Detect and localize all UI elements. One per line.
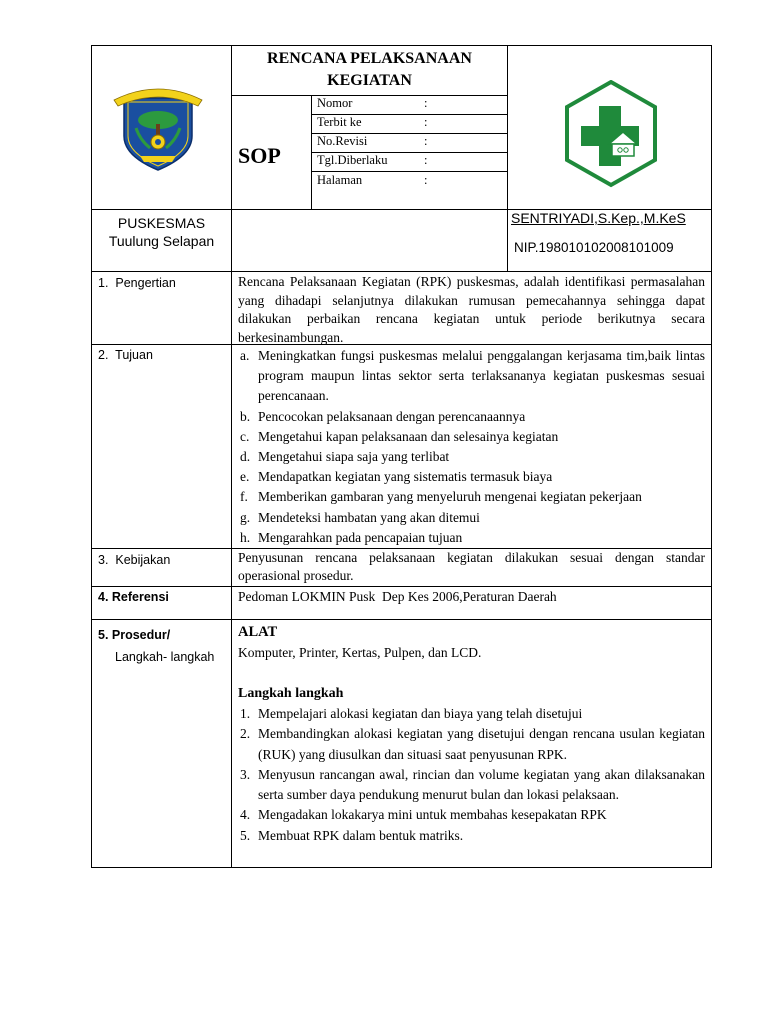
list-item: 3. Menyusun rancangan awal, rincian dan volume kegiatan yang akan dilaksanakan serta sumber daya pendukung menurut bulan dan lokasi pelaksaan. (240, 766, 705, 803)
section-label-referensi: 4. Referensi (98, 590, 169, 604)
meta-diberlaku (317, 153, 503, 171)
meta-colon: : (424, 115, 428, 129)
prosedur-label-line-2: Langkah- langkah (115, 650, 215, 664)
meta-label: Terbit ke (317, 115, 362, 129)
meta-colon: : (424, 173, 428, 187)
section-label-kebijakan: 3. Kebijakan (98, 553, 171, 567)
langkah-list (238, 704, 705, 846)
prosedur-content (238, 622, 705, 846)
meta-colon: : (424, 153, 428, 167)
title-line-2: KEGIATAN (327, 72, 412, 89)
org-line-2: Tuulung Selapan (108, 233, 215, 249)
meta-nomor (317, 96, 503, 114)
meta-label: Halaman (317, 173, 363, 187)
meta-label: Nomor (317, 96, 353, 110)
section-label-prosedur (98, 624, 214, 668)
title-line-1: RENCANA PELAKSANAAN (267, 50, 472, 67)
tujuan-list (238, 346, 705, 548)
meta-colon: : (424, 134, 428, 148)
list-item: h. Mengarahkan pada pencapaian tujuan (240, 529, 463, 545)
list-item: 5. Membuat RPK dalam bentuk matriks. (240, 827, 464, 843)
meta-revisi (317, 134, 503, 152)
section-label-tujuan: 2. Tujuan (98, 348, 153, 362)
meta-label: Tgl.Diberlaku (317, 153, 388, 167)
list-item: d. Mengetahui siapa saja yang terlibat (240, 449, 450, 465)
section-label-pengertian: 1. Pengertian (98, 276, 176, 290)
referensi-text: Pedoman LOKMIN Pusk Dep Kes 2006,Peraturan Daerah (238, 589, 557, 604)
list-item: f. Memberikan gambaran yang menyeluruh mengenai kegiatan pekerjaan (240, 489, 642, 505)
prosedur-label-line-1: 5. Prosedur/ (98, 628, 171, 642)
list-item: g. Mendeteksi hambatan yang akan ditemui (240, 509, 480, 525)
org-name (92, 214, 231, 250)
alat-heading: ALAT (238, 624, 278, 640)
list-item: 4. Mengadakan lokakarya mini untuk membahas kesepakatan RPK (240, 807, 607, 823)
list-item: 2. Membandingkan alokasi kegiatan yang disetujui dengan rencana usulan kegiatan (RUK) yang diusulkan dan situasi saat penyusunan RPK. (240, 726, 705, 762)
list-item: c. Mengetahui kapan pelaksanaan dan selesainya kegiatan (240, 428, 559, 444)
kebijakan-text: Penyusunan rencana pelaksanaan kegiatan dilakukan sesuai dengan standar operasional prosedur. (238, 550, 705, 583)
meta-label: No.Revisi (317, 134, 368, 148)
list-item: b. Pencocokan pelaksanaan dengan perencanaannya (240, 408, 526, 424)
signer-nip: NIP.198010102008101009 (514, 240, 674, 255)
regency-logo (110, 84, 206, 172)
puskesmas-logo (563, 80, 659, 188)
document-title (232, 48, 507, 92)
org-line-1: PUSKESMAS (117, 215, 206, 231)
list-item: 1. Mempelajari alokasi kegiatan dan biaya yang telah disetujui (240, 706, 583, 721)
list-item: e. Mendapatkan kegiatan yang sistematis termasuk biaya (240, 469, 553, 485)
alat-text: Komputer, Printer, Kertas, Pulpen, dan LCD. (238, 645, 482, 660)
list-item: a. Meningkatkan fungsi puskesmas melalui penggalangan kerjasama tim,baik lintas program maupun lintas sektor serta terlaksananya kegiatan puskesmas sesuai perencanaan. (240, 348, 705, 404)
langkah-heading: Langkah langkah (238, 686, 344, 701)
sop-label: SOP (238, 143, 281, 168)
meta-halaman (317, 173, 503, 191)
signer-name: SENTRIYADI,S.Kep.,M.KeS (511, 210, 686, 226)
meta-terbit (317, 115, 503, 133)
pengertian-text: Rencana Pelaksanaan Kegiatan (RPK) puskesmas, adalah identifikasi permasalahan yang dihadapi selanjutnya dilakukan rumusan pemecahannya sehingga dapat dilakukan perbaikan rencana kegiatan untuk periode berikutnya secara berkesinambungan. (238, 274, 705, 345)
meta-colon: : (424, 96, 428, 110)
